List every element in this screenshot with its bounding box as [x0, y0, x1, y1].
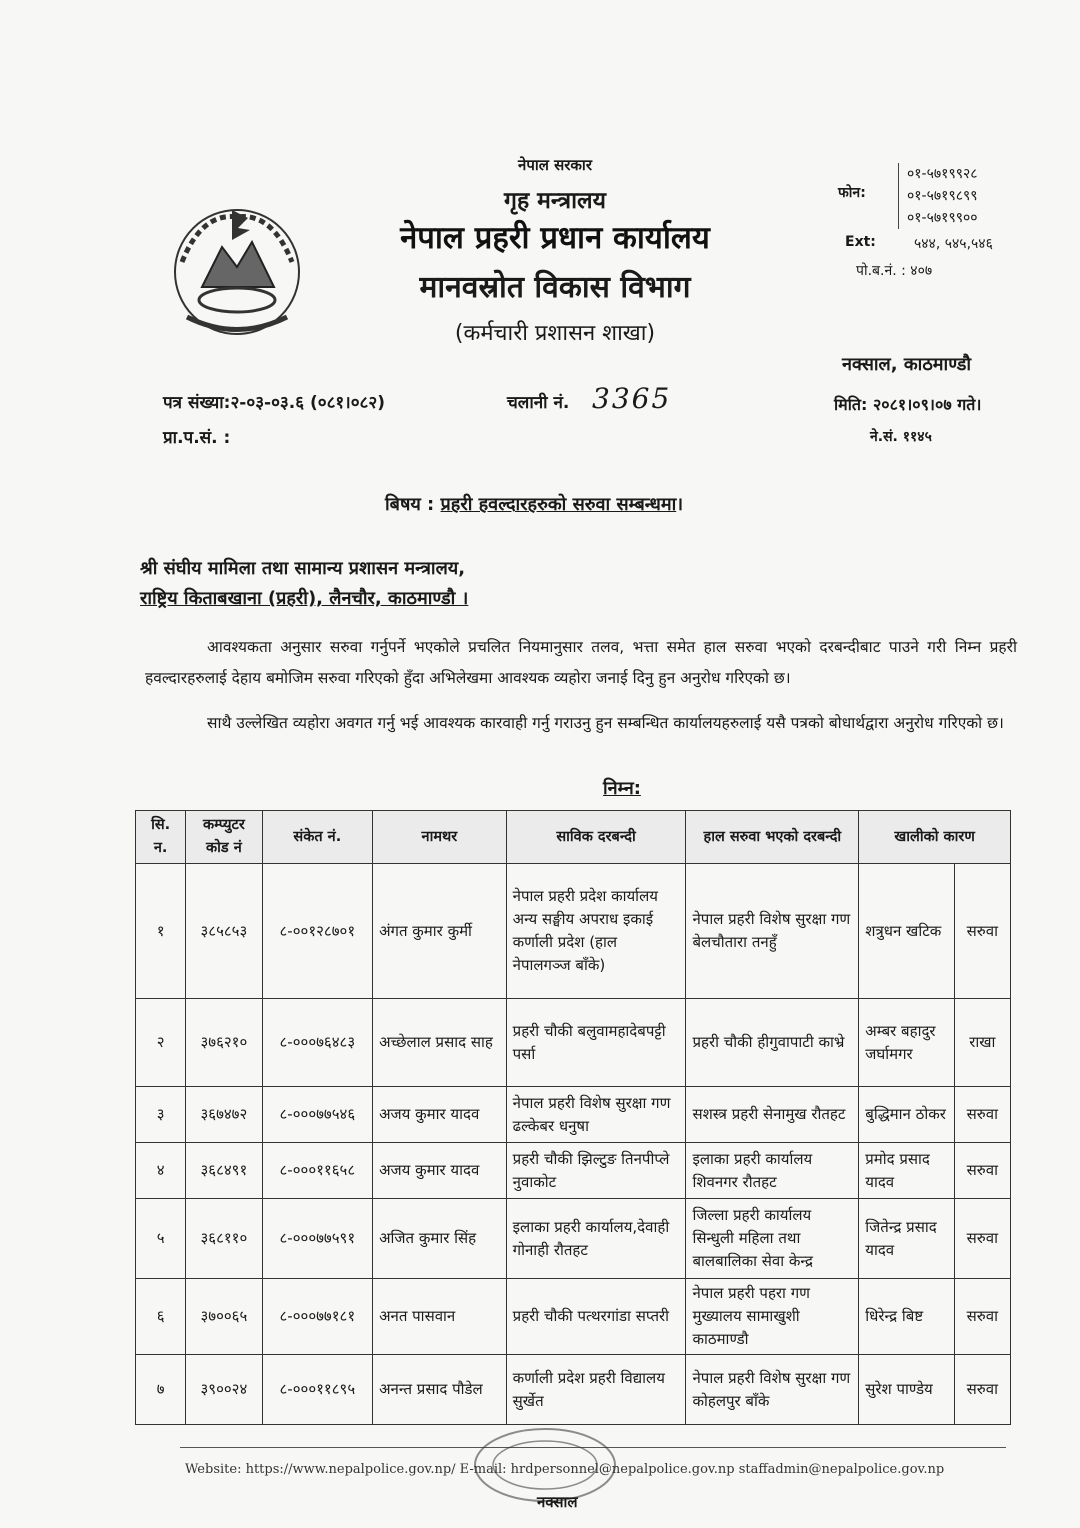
section-name: (कर्मचारी प्रशासन शाखा) [454, 321, 656, 346]
cell-previous: इलाका प्रहरी कार्यालय,देवाही गोनाही रौतहट [506, 1199, 686, 1279]
recipient-line-1: श्री संघीय मामिला तथा सामान्य प्रशासन मन्त्रालय, [140, 558, 466, 579]
cell-current: जिल्ला प्रहरी कार्यालय सिन्धुली महिला तथा बालबालिका सेवा केन्द्र [686, 1199, 859, 1279]
col-header-sn: सि. न. [136, 811, 186, 864]
ext-label: Ext: [845, 234, 876, 250]
office-address: नक्साल, काठमाण्डौ [842, 354, 972, 375]
cell-code: ३६८४९१ [186, 1143, 262, 1199]
reference-number: पत्र संख्या:२-०३-०३.६ (०८१।०८२) [163, 393, 386, 413]
col-header-previous: साविक दरबन्दी [506, 811, 686, 864]
cell-sanket: ८-०००११८९५ [262, 1355, 373, 1425]
cell-current: नेपाल प्रहरी विशेष सुरक्षा गण कोहलपुर बाँके [686, 1355, 859, 1425]
table-row [136, 1087, 1011, 1143]
table-row [136, 1143, 1011, 1199]
table-row [136, 1355, 1011, 1425]
table-header-row [136, 811, 1011, 864]
phone-label: फोन: [838, 185, 866, 201]
cell-sn: २ [136, 999, 186, 1087]
col-header-current: हाल सरुवा भएको दरबन्दी [686, 811, 859, 864]
website-line: Website: https://www.nepalpolice.gov.np/ E-mail: hrdpersonnel@nepalpolice.gov.np staffadmin@nepalpolice.gov.np [185, 1462, 945, 1477]
table-body [136, 864, 1011, 1425]
cell-code: ३८५८५३ [186, 864, 262, 999]
col-header-vacancy: खालीको कारण [859, 811, 1011, 864]
cell-current: सशस्त्र प्रहरी सेनामुख रौतहट [686, 1087, 859, 1143]
ext-value: ५४४, ५४५,५४६ [914, 236, 993, 252]
phone-list [898, 163, 978, 229]
table-row [136, 999, 1011, 1087]
dispatch-number: 3365 [592, 382, 672, 415]
table-row [136, 1279, 1011, 1355]
subject-label: बिषय : [385, 494, 435, 515]
cell-sn: ४ [136, 1143, 186, 1199]
department-name: मानवस्रोत विकास विभाग [419, 270, 691, 305]
cell-reason: सरुवा [954, 1279, 1010, 1355]
nepal-samvat-date: ने.सं. ११४५ [870, 429, 932, 445]
body-paragraph-2: साथै उल्लेखित व्यहोरा अवगत गर्नु भई आवश्यक कारवाही गर्नु गराउनु हुन सम्बन्धित कार्यालयहरुलाई यसै पत्रको बोधार्थद्वारा अनुरोध गरिएको छ। [207, 714, 1004, 732]
col-header-code: कम्प्युटर कोड नं [186, 811, 262, 864]
office-name: नेपाल प्रहरी प्रधान कार्यालय [400, 220, 710, 256]
cell-name: अजित कुमार सिंह [373, 1199, 507, 1279]
cell-reason: राखा [954, 999, 1010, 1087]
cell-previous: प्रहरी चौकी झिल्टुङ तिनपीप्ले नुवाकोट [506, 1143, 686, 1199]
cell-name: अच्छेलाल प्रसाद साह [373, 999, 507, 1087]
cell-current: इलाका प्रहरी कार्यालय शिवनगर रौतहट [686, 1143, 859, 1199]
cell-previous: कर्णाली प्रदेश प्रहरी विद्यालय सुर्खेत [506, 1355, 686, 1425]
cell-vacancy-name: अम्बर बहादुर जर्घामगर [859, 999, 954, 1087]
cell-code: ३९००२४ [186, 1355, 262, 1425]
cell-reason: सरुवा [954, 864, 1010, 999]
cell-current: नेपाल प्रहरी पहरा गण मुख्यालय सामाखुशी काठमाण्डौ [686, 1279, 859, 1355]
recipient-line-2: राष्ट्रिय किताबखाना (प्रहरी), लैनचौर, काठमाण्डौ । [140, 588, 469, 609]
cell-reason: सरुवा [954, 1143, 1010, 1199]
cell-name: अंगत कुमार कुर्मी [373, 864, 507, 999]
cell-sn: ७ [136, 1355, 186, 1425]
cell-previous: नेपाल प्रहरी प्रदेश कार्यालय अन्य सङ्घीय अपराध इकाई कर्णाली प्रदेश (हाल नेपालगञ्ज बाँके) [506, 864, 686, 999]
cell-sanket: ८-०००७७५४६ [262, 1087, 373, 1143]
cell-sanket: ८-०००७६४८३ [262, 999, 373, 1087]
cell-reason: सरुवा [954, 1087, 1010, 1143]
po-box: पो.ब.नं. : ४०७ [856, 263, 933, 279]
transfer-table [135, 810, 1011, 1425]
subject-line: बिषय : प्रहरी हवल्दारहरुको सरुवा सम्बन्धमा। [385, 494, 684, 515]
cell-reason: सरुवा [954, 1355, 1010, 1425]
previous-reference: प्रा.प.सं. : [163, 428, 231, 448]
cell-name: अनत पासवान [373, 1279, 507, 1355]
cell-reason: सरुवा [954, 1199, 1010, 1279]
cell-previous: प्रहरी चौकी पत्थरगांडा सप्तरी [506, 1279, 686, 1355]
cell-code: ३७६२१० [186, 999, 262, 1087]
cell-sn: ६ [136, 1279, 186, 1355]
cell-sn: ५ [136, 1199, 186, 1279]
cell-name: अनन्त प्रसाद पौडेल [373, 1355, 507, 1425]
letter-date: मिति: २०८१।०९।०७ गते। [834, 395, 982, 414]
cell-code: ३६७४७२ [186, 1087, 262, 1143]
cell-sn: ३ [136, 1087, 186, 1143]
cell-previous: नेपाल प्रहरी विशेष सुरक्षा गण ढल्केबर धनुषा [506, 1087, 686, 1143]
cell-code: ३६८११० [186, 1199, 262, 1279]
cell-sanket: ८-०००७७१८१ [262, 1279, 373, 1355]
stamp-place: नक्साल [537, 1493, 578, 1511]
cell-name: अजय कुमार यादव [373, 1087, 507, 1143]
cell-current: नेपाल प्रहरी विशेष सुरक्षा गण बेलचौतारा तनहुँ [686, 864, 859, 999]
cell-current: प्रहरी चौकी हीगुवापाटी काभ्रे [686, 999, 859, 1087]
col-header-sanket: संकेत नं. [262, 811, 373, 864]
col-header-name: नामथर [373, 811, 507, 864]
cell-vacancy-name: जितेन्द्र प्रसाद यादव [859, 1199, 954, 1279]
cell-vacancy-name: सुरेश पाण्डेय [859, 1355, 954, 1425]
dispatch-label: चलानी नं. [507, 393, 570, 413]
cell-vacancy-name: शत्रुधन खटिक [859, 864, 954, 999]
phone-number: ०१-५७१९९२८ [907, 166, 978, 182]
table-row [136, 1199, 1011, 1279]
ministry-name: गृह मन्त्रालय [504, 188, 606, 214]
cell-code: ३७००६५ [186, 1279, 262, 1355]
government-name: नेपाल सरकार [518, 156, 592, 174]
cell-name: अजय कुमार यादव [373, 1143, 507, 1199]
cell-sanket: ८-०००७७५९१ [262, 1199, 373, 1279]
cell-sanket: ८-०००११६५८ [262, 1143, 373, 1199]
phone-number: ०१-५७१९९०० [907, 210, 978, 226]
cell-sanket: ८-००१२८७०१ [262, 864, 373, 999]
cell-vacancy-name: प्रमोद प्रसाद यादव [859, 1143, 954, 1199]
phone-number: ०१-५७१९८९९ [907, 188, 978, 204]
body-paragraph-1: आवश्यकता अनुसार सरुवा गर्नुपर्ने भएकोले प्रचलित नियमानुसार तलव, भत्ता समेत हाल सरुवा भएको दरबन्दीबाट पाउने गरी निम्न प्रहरी हवल्दारहरुलाई देहाय बमोजिम सरुवा गरिएको हुँदा अभिलेखमा आवश्यक व्यहोरा जनाई दिनु हुन अनुरोध गरिएको छ। [145, 638, 1017, 687]
cell-sn: १ [136, 864, 186, 999]
subject-text: प्रहरी हवल्दारहरुको सरुवा सम्बन्धमा [440, 494, 677, 515]
cell-previous: प्रहरी चौकी बलुवामहादेबपट्टी पर्सा [506, 999, 686, 1087]
table-row [136, 864, 1011, 999]
nepal-emblem-icon [162, 192, 312, 342]
cell-vacancy-name: धिरेन्द्र बिष्ट [859, 1279, 954, 1355]
cell-vacancy-name: बुद्धिमान ठोकर [859, 1087, 954, 1143]
list-heading: निम्न: [603, 778, 641, 799]
